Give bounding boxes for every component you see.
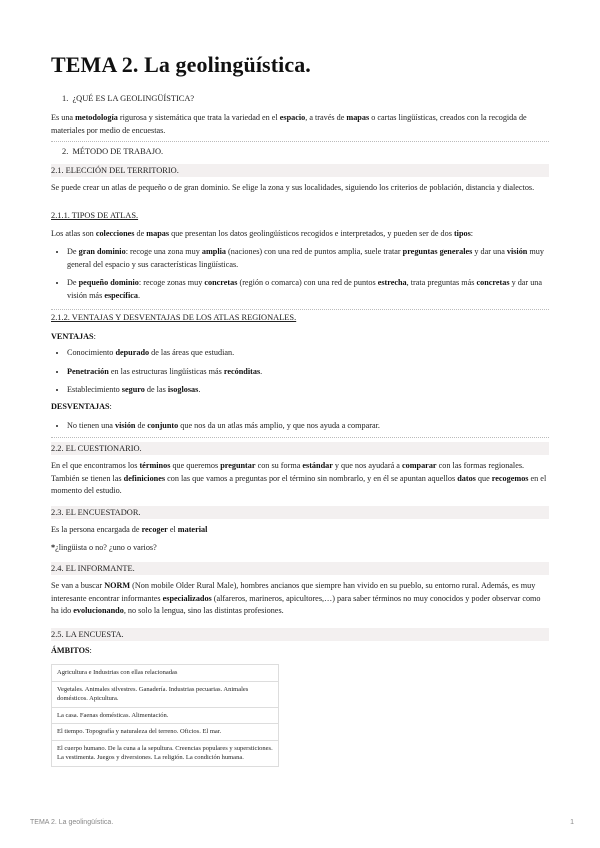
ventajas-list [51,347,549,403]
divider [51,141,549,142]
list-item: • De gran dominio: recoge una zona muy amplia (naciones) con una red de puntos amplia, suele tratar preguntas generales y dar una visión muy general del espacio y sus características lingüísticas. [67,246,549,271]
section-2-3-paragraph: Es la persona encargada de recoger el material [51,525,208,534]
list-item: • Establecimiento seguro de las isoglosas. [67,384,549,397]
list-item: • Conocimiento depurado de las áreas que estudian. [67,347,549,360]
section-2-4-heading: 2.4. EL INFORMANTE. [51,562,549,575]
section-2-2-paragraph: En el que encontramos los términos que queremos preguntar con su forma estándar y que nos ayudará a comparar con las formas regionales. También se tienen las definiciones con las que vamos a preguntas por el término sin nombrarlo, y en él se apuntan aquellos datos que recogemos en el momento del estudio. [51,461,547,496]
footer-title: TEMA 2. La geolingüística. [30,819,114,826]
section-1-heading: 1. ¿QUÉ ES LA GEOLINGÜÍSTICA? [62,94,195,103]
section-2-1-1-paragraph: Los atlas son colecciones de mapas que presentan los datos geolingüísticos recogidos e interpretados, y pueden ser de dos tipos: [51,229,474,238]
list-item: • No tienen una visión de conjunto que nos da un atlas más amplio, y que nos ayuda a comparar. [67,420,549,433]
table-row: La casa. Faenas domésticas. Alimentación. [52,707,279,724]
page-number: 1 [570,819,574,826]
section-2-1-1-heading: 2.1.1. TIPOS DE ATLAS. [51,211,139,220]
table-row: Vegetales. Animales silvestres. Ganadería. Industrias pecuarias. Animales domésticos. Apicultura. [52,681,279,707]
list-item: • Penetración en las estructuras lingüísticas más recónditas. [67,366,549,379]
desventajas-label: DESVENTAJAS: [51,402,112,411]
page-title: TEMA 2. La geolingüística. [51,52,311,77]
table-row: El tiempo. Topografía y naturaleza del terreno. Oficios. El mar. [52,724,279,741]
atlas-types-list [51,246,549,308]
section-2-heading: 2. MÉTODO DE TRABAJO. [62,147,164,156]
ventajas-label: VENTAJAS: [51,332,96,341]
section-2-5-heading: 2.5. LA ENCUESTA. [51,628,549,641]
section-2-1-paragraph: Se puede crear un atlas de pequeño o de gran dominio. Se elige la zona y sus localidades, siguiendo los criterios de población, distancia y dialectos. [51,183,535,192]
section-2-1-heading: 2.1. ELECCIÓN DEL TERRITORIO. [51,164,549,177]
section-2-4-paragraph: Se van a buscar NORM (Non mobile Older Rural Male), hombres ancianos que siempre han vivido en su pueblo, su entorno rural. Además, es muy interesante encontrar informantes especializados (alfareros, marineros, apicultores,…) para saber términos no muy conocidos y poder observar como ha ido evolucionando, no solo la lengua, sino las distintas profesiones. [51,581,541,616]
section-2-2-heading: 2.2. EL CUESTIONARIO. [51,442,549,455]
divider [51,309,549,310]
desventajas-list [51,420,549,439]
section-2-3-note: *¿lingüista o no? ¿uno o varios? [51,543,157,552]
divider [51,437,549,438]
ambitos-table [51,664,279,767]
section-1-paragraph: Es una metodología rigurosa y sistemática que trata la variedad en el espacio, a través de mapas o cartas lingüísticas, creados con la recogida de materiales por medio de encuestas. [51,113,527,135]
table-row: El cuerpo humano. De la cuna a la sepultura. Creencias populares y supersticiones. La vestimenta. Juegos y diversiones. La religión. La condición humana. [52,740,279,766]
section-2-1-2-heading: 2.1.2. VENTAJAS Y DESVENTAJAS DE LOS ATLAS REGIONALES. [51,313,297,322]
section-2-3-heading: 2.3. EL ENCUESTADOR. [51,506,549,519]
page-footer [30,819,574,826]
table-row: Agricultura e Industrias con ellas relacionadas [52,665,279,682]
ambitos-label: ÁMBITOS: [51,646,92,655]
list-item: • De pequeño dominio: recoge zonas muy concretas (región o comarca) con una red de puntos estrecha, trata preguntas más concretas y dar una visión más específica. [67,277,549,302]
